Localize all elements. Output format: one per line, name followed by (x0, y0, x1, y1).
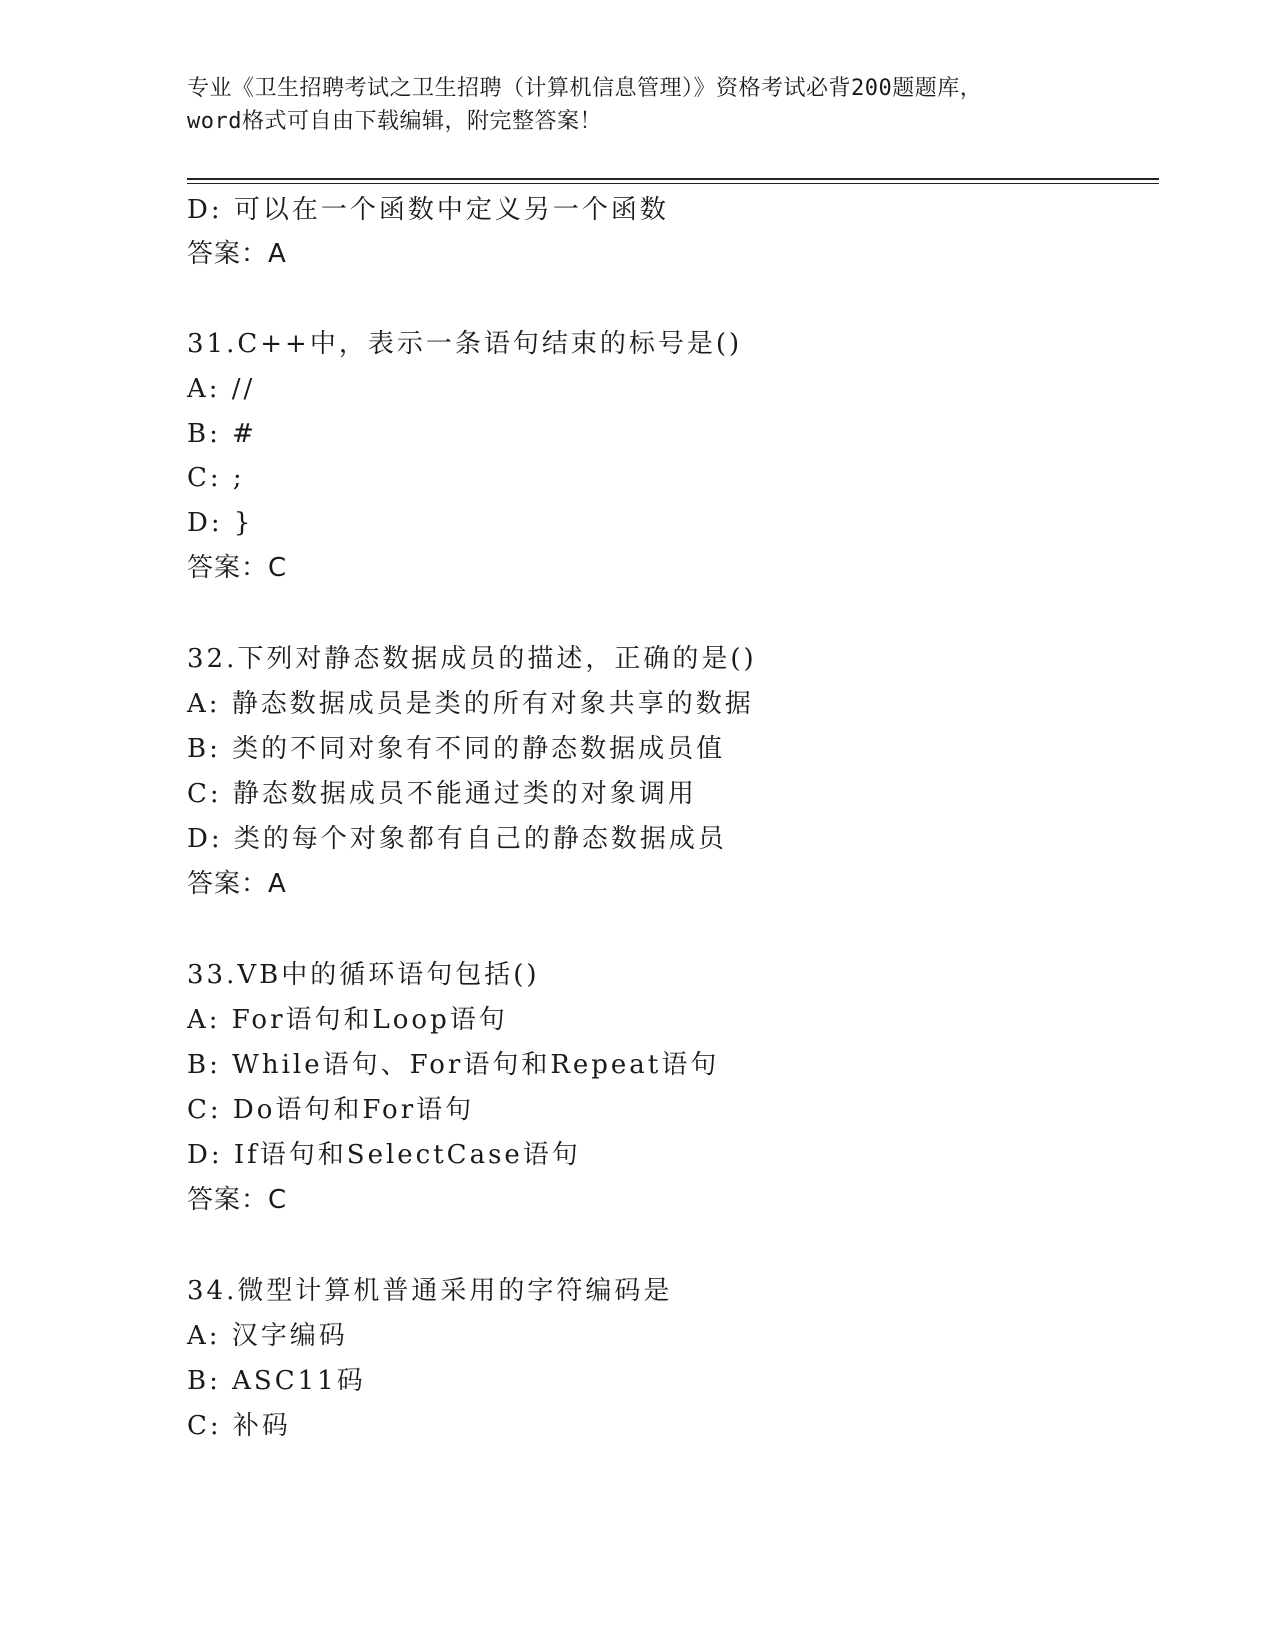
q31-answer: 答案：C (187, 553, 288, 583)
prev-option-d: D: 可以在一个函数中定义另一个函数 (187, 195, 669, 225)
q31-option-c: C: ; (187, 463, 245, 493)
q34-option-b: B: ASC11码 (187, 1366, 366, 1396)
question-34: 34.微型计算机普通采用的字符编码是 (187, 1276, 673, 1306)
q34-option-a: A: 汉字编码 (187, 1321, 348, 1351)
q33-option-d: D: If语句和SelectCase语句 (187, 1140, 581, 1170)
q33-option-c: C: Do语句和For语句 (187, 1095, 475, 1125)
q32-option-b: B: 类的不同对象有不同的静态数据成员值 (187, 734, 726, 764)
header-divider-thick (187, 178, 1159, 180)
document-header (187, 72, 1087, 138)
prev-answer: 答案：A (187, 239, 287, 269)
q31-option-b: B: # (187, 419, 257, 449)
q33-answer: 答案：C (187, 1185, 288, 1215)
q32-option-d: D: 类的每个对象都有自己的静态数据成员 (187, 824, 727, 854)
q32-option-c: C: 静态数据成员不能通过类的对象调用 (187, 779, 697, 809)
question-33: 33.VB中的循环语句包括() (187, 960, 540, 990)
header-line-1: 专业《卫生招聘考试之卫生招聘（计算机信息管理）》资格考试必背200题题库， (187, 76, 983, 101)
q31-option-a: A: // (187, 374, 256, 404)
question-32: 32.下列对静态数据成员的描述，正确的是() (187, 644, 757, 674)
question-31: 31.C++中，表示一条语句结束的标号是() (187, 329, 743, 359)
q33-option-a: A: For语句和Loop语句 (187, 1005, 508, 1035)
header-line-2: word格式可自由下载编辑，附完整答案！ (187, 109, 602, 134)
q31-option-d: D: } (187, 508, 254, 538)
q34-option-c: C: 补码 (187, 1411, 291, 1441)
q32-option-a: A: 静态数据成员是类的所有对象共享的数据 (187, 689, 754, 719)
q33-option-b: B: While语句、For语句和Repeat语句 (187, 1050, 720, 1080)
header-divider-thin (187, 183, 1159, 184)
q32-answer: 答案：A (187, 869, 287, 899)
